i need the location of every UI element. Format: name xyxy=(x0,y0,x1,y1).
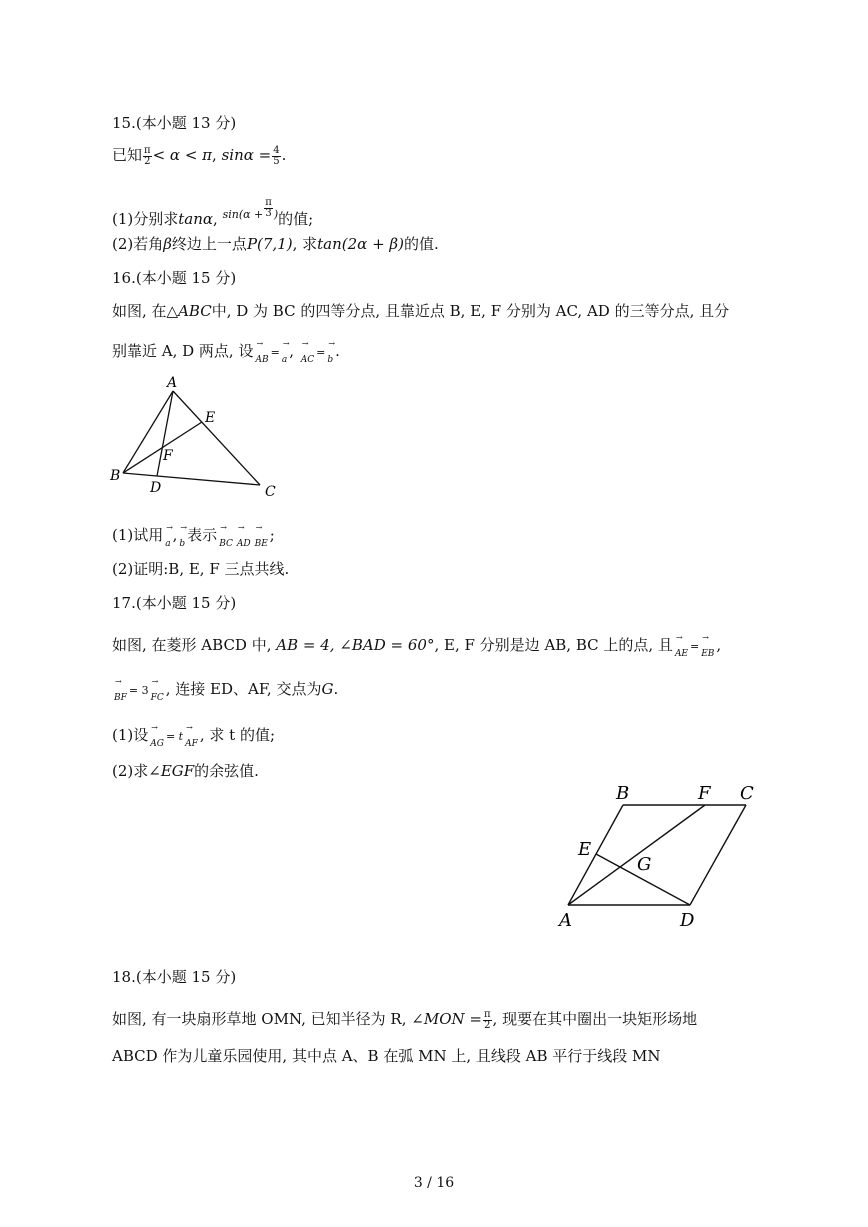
q16-header: 16.(本小题 15 分) xyxy=(112,269,237,287)
label-E: E xyxy=(578,839,592,860)
q16-line1: 如图, 在△ABC中, D 为 BC 的四等分点, 且靠近点 B, E, F 分别为 AC, AD 的三等分点, 且分 xyxy=(112,302,730,320)
q15-part1: (1)分别求tanα, $^{sin(\alpha +}$ $\frac{\pi}{3}$ )的值; xyxy=(112,197,314,228)
q17-line2: → BF= 3→ FC , 连接 ED、AF, 交点为G. xyxy=(112,678,338,703)
q18-line2: ABCD 作为儿童乐园使用, 其中点 A、B 在弧 MN 上, 且线段 AB 平行于线段 MN xyxy=(112,1047,661,1065)
label-C: C xyxy=(265,484,276,500)
alpha-range: < α < π xyxy=(152,146,213,164)
q18-line1: 如图, 有一块扇形草地 OMN, 已知半径为 R, ∠MON = $\frac{\pi}{2}$ , 现要在其中圈出一块矩形场地 xyxy=(112,1008,698,1031)
sin-alpha: sinα = xyxy=(221,146,272,164)
pi-over-2-fraction: $\frac{\pi}{2}$ xyxy=(483,1008,491,1031)
label-A: A xyxy=(559,910,572,931)
label-G: G xyxy=(637,854,652,875)
label-F: F xyxy=(698,783,711,804)
q16-line2: 别靠近 A, D 两点, 设→ AB=→ a , → AC=→ b . xyxy=(112,340,340,365)
label-F: F xyxy=(163,448,173,464)
q17-header: 17.(本小题 15 分) xyxy=(112,594,237,612)
q15-header: 15.(本小题 13 分) xyxy=(112,114,237,132)
q18-header: 18.(本小题 15 分) xyxy=(112,968,237,986)
q17-part2: (2)求∠EGF的余弦值. xyxy=(112,762,259,780)
q15-given: 已知 $\frac{\pi}{2}$ < α < π, sinα = $\frac{4}{5}$ . xyxy=(112,144,287,167)
label-C: C xyxy=(740,783,754,804)
q17-line1: 如图, 在菱形 ABCD 中, AB = 4, ∠BAD = 60°, E, F 分别是边 AB, BC 上的点, 且→ AE=→ EB , xyxy=(112,634,721,659)
triangle-figure xyxy=(105,370,285,505)
pi-over-3-fraction: $\frac{\pi}{3}$ xyxy=(265,197,272,219)
label-B: B xyxy=(110,468,121,484)
page-number: 3 / 16 xyxy=(413,1175,455,1191)
q15-given-prefix: 已知 xyxy=(112,146,143,164)
label-A: A xyxy=(167,375,178,391)
q15-part2: (2)若角β终边上一点P(7,1), 求tan(2α + β)的值. xyxy=(112,235,439,253)
label-E: E xyxy=(205,410,216,426)
pi-over-2-fraction: $\frac{\pi}{2}$ xyxy=(144,144,151,167)
q17-part1: (1)设→ AG= t→ AF , 求 t 的值; xyxy=(112,724,275,749)
four-fifths-fraction: $\frac{4}{5}$ xyxy=(273,144,280,167)
q16-part2: (2)证明:B, E, F 三点共线. xyxy=(112,560,290,578)
label-B: B xyxy=(616,783,630,804)
label-D: D xyxy=(150,480,162,496)
label-D: D xyxy=(680,910,695,931)
q16-part1: (1)试用→ a ,→ b 表示→ BC→ AD→ BE ; xyxy=(112,524,275,549)
rhombus-figure xyxy=(550,778,770,933)
